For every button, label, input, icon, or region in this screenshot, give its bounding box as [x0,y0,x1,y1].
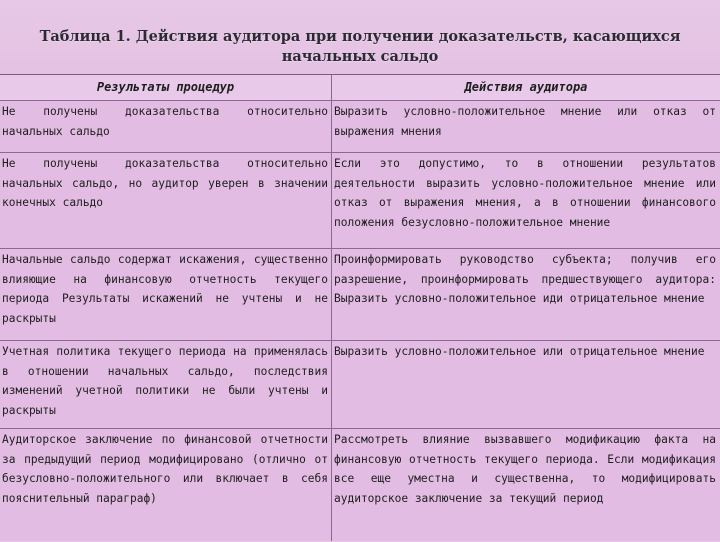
action-cell: Если это допустимо, то в отношении результатов деятельности выразить условно-положительное мнение или отказ от выражения мнения, а в отношении финансового положения безусловно-положительное мнение [334,157,716,229]
table-row [0,340,720,429]
action-cell: Проинформировать руководство субъекта; получив его разрешение, проинформировать предшествующего аудитора: Выразить условно-положительное иди отрицательное мнение [334,253,716,306]
action-cell: Выразить условно-положительное или отрицательное мнение [334,345,705,358]
result-cell: Начальные сальдо содержат искажения, существенно влияющие на финансовую отчетность текущего периода Результаты искажений не учтены и не раскрыты [2,253,328,325]
column-header-results: Результаты процедур [0,75,331,100]
column-divider [331,75,332,541]
table-title: Таблица 1. Действия аудитора при получении доказательств, касающихся начальных сальдо [39,28,681,65]
action-cell: Рассмотреть влияние вызвавшего модификацию факта на финансовую отчетность текущего периода. Если модификация все еще уместна и существенна, то модифицировать аудиторское заключение за текущий период [334,433,716,505]
audit-actions-table [0,74,720,541]
result-cell: Учетная политика текущего периода на применялась в отношении начальных сальдо, последствия изменений учетной политики не были учтены и раскрыты [2,345,328,417]
table-row [0,248,720,341]
result-cell: Не получены доказательства относительно начальных сальдо, но аудитор уверен в значении конечных сальдо [2,157,328,210]
table-row [0,428,720,542]
column-header-actions: Действия аудитора [332,75,720,100]
result-cell: Аудиторское заключение по финансовой отчетности за предыдущий период модифицировано (отлично от безусловно-положительного или включает в себя пояснительный параграф) [2,433,328,505]
action-cell: Выразить условно-положительное мнение или отказ от выражения мнения [334,105,716,138]
result-cell: Не получены доказательства относительно начальных сальдо [2,105,328,138]
table-row [0,152,720,253]
table-row [0,100,720,153]
